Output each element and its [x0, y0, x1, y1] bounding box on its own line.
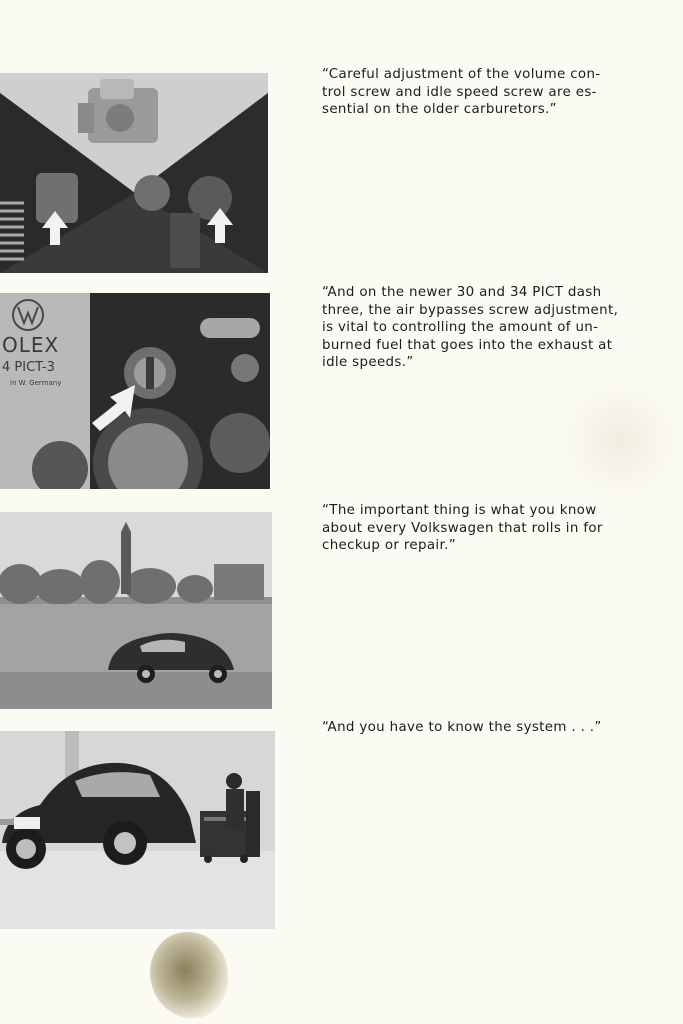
pict-carburetor-photo: [0, 293, 270, 489]
beetle-field-illustration: [0, 512, 272, 709]
pict-carburetor-illustration: [0, 293, 270, 489]
caption-4: “And you have to know the system . . .”: [322, 720, 602, 735]
carburetor-photo: [0, 73, 268, 273]
beetle-mechanic-illustration: [0, 731, 275, 929]
beetle-field-photo: [0, 512, 272, 709]
carburetor-illustration: [0, 73, 268, 273]
beetle-mechanic-photo: [0, 731, 275, 929]
caption-3: “The important thing is what you know about every Volkswagen that rolls in for checkup or repair.”: [322, 503, 603, 554]
caption-1: “Careful adjustment of the volume con- trol screw and idle speed screw are es- sential on the older carburetors.”: [322, 67, 601, 118]
fingerprint-smudge: [150, 932, 228, 1018]
caption-2: “And on the newer 30 and 34 PICT dash three, the air bypasses screw adjustment, is vital to controlling the amount of un- burned fuel that goes into the exhaust at idle speeds.”: [322, 285, 619, 371]
pict-label-line1: OLEX: [2, 333, 60, 357]
pict-label-line3: in W. Germany: [10, 379, 62, 387]
paper-stain: [560, 380, 680, 500]
pict-label-line2: 4 PICT-3: [2, 360, 55, 375]
